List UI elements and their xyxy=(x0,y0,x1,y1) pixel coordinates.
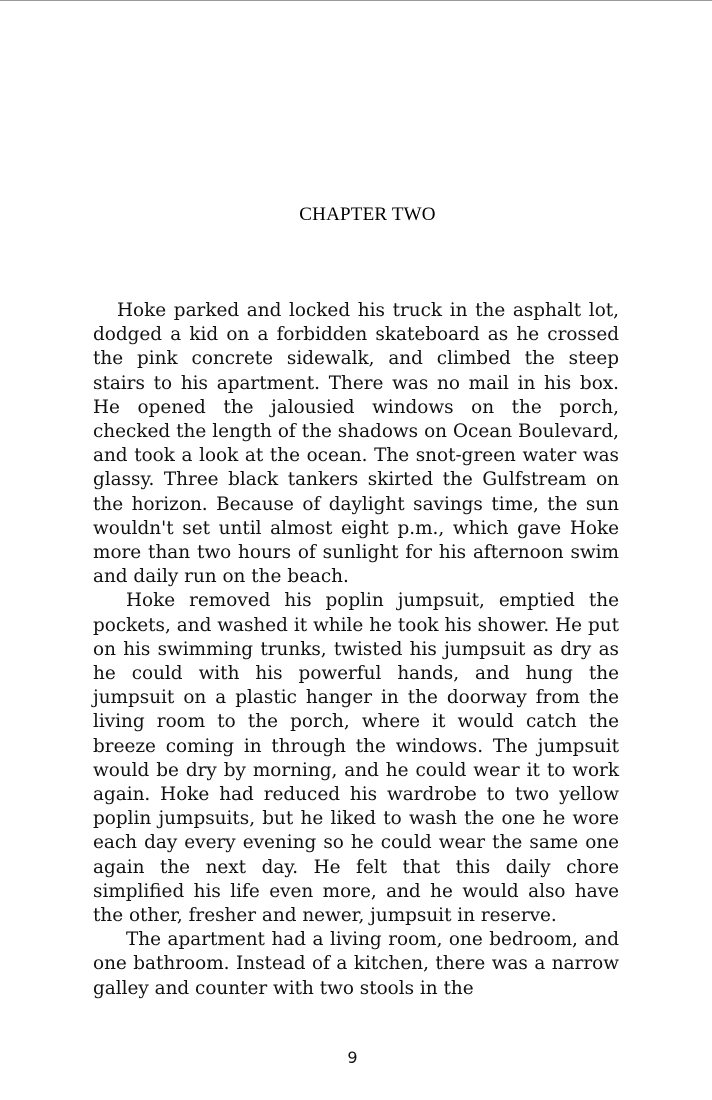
paragraph-3: The apartment had a living room, one bedroom, and one bathroom. Instead of a kitchen, there was a narrow galley and counter with two stools in the xyxy=(93,929,619,999)
paragraph-2: Hoke removed his poplin jumpsuit, emptied the pockets, and washed it while he took his shower. He put on his swimming trunks, twisted his jumpsuit as dry as he could with his powerful hands, and hung the jumpsuit on a plastic hanger in the doorway from the living room to the porch, where it would catch the breeze coming in through the windows. The jumpsuit would be dry by morning, and he could wear it to work again. Hoke had reduced his wardrobe to two yellow poplin jumpsuits, but he liked to wash the one he wore each day every evening so he could wear the same one again the next day. He felt that this daily chore simplified his life even more, and he would also have the other, fresher and newer, jumpsuit in reserve. xyxy=(93,590,619,927)
top-border-rule xyxy=(0,0,712,1)
chapter-body xyxy=(93,299,619,1001)
paragraph-1: Hoke parked and locked his truck in the asphalt lot, dodged a kid on a forbidden skateboard as he crossed the pink concrete sidewalk, and climbed the steep stairs to his apartment. There was no mail in his box. He opened the jalousied windows on the porch, checked the length of the shadows on Ocean Boulevard, and took a look at the ocean. The snot-green water was glassy. Three black tankers skirted the Gulfstream on the horizon. Because of daylight savings time, the sun wouldn't set until almost eight p.m., which gave Hoke more than two hours of sunlight for his afternoon swim and daily run on the beach. xyxy=(93,300,619,588)
chapter-title: CHAPTER TWO xyxy=(299,204,436,225)
page-number: 9 xyxy=(347,1048,358,1067)
